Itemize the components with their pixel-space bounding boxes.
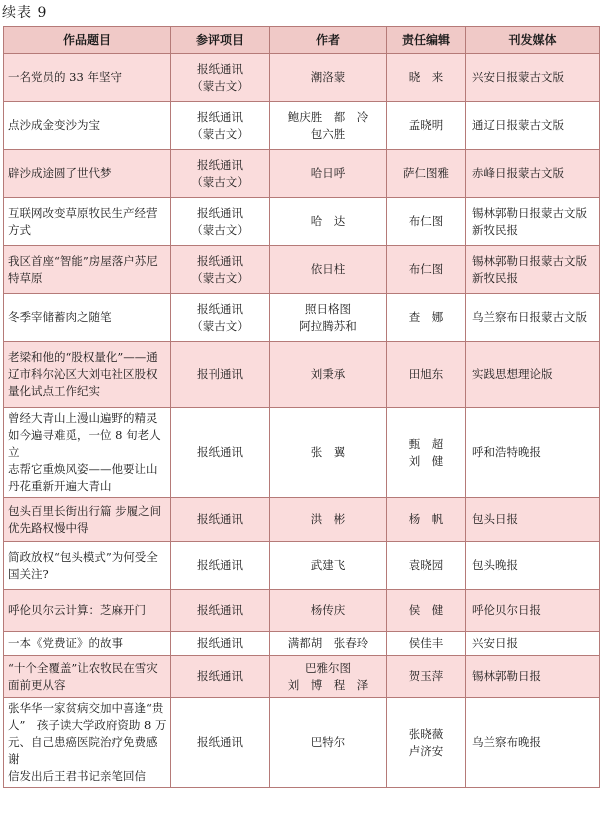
table-row xyxy=(4,246,600,294)
author-cell xyxy=(270,294,387,342)
header-media: 刊发媒体 xyxy=(466,27,600,54)
work-title-cell xyxy=(4,246,171,294)
editor-text: 贺玉萍 xyxy=(408,669,444,683)
author-text: 哈 达 xyxy=(310,214,346,228)
work-title-text: 曾经大青山上漫山遍野的精灵 xyxy=(8,411,158,425)
media-text: 锡林郭勒日报蒙古文版 xyxy=(472,253,587,268)
category-text: 报纸通讯 xyxy=(197,636,243,650)
author-text: 满都胡 张春玲 xyxy=(287,636,369,650)
category-cell xyxy=(171,294,270,342)
work-title-text: 面前更从容 xyxy=(8,677,66,692)
category-text: 报纸通讯 xyxy=(197,512,243,526)
editor-cell xyxy=(387,590,466,632)
work-title-cell xyxy=(4,632,171,656)
work-title-text: 丹花重新开遍大青山 xyxy=(8,479,112,493)
table-row xyxy=(4,294,600,342)
table-row xyxy=(4,656,600,698)
media-text: 新牧民报 xyxy=(472,270,518,285)
media-text: 实践思想理论版 xyxy=(472,367,553,381)
editor-text: 晓 来 xyxy=(408,70,444,84)
work-title-text: 张华华一家贫病交加中喜逢“贵 xyxy=(8,701,164,715)
work-title-text: 志帮它重焕风姿——他要让山 xyxy=(8,462,158,476)
table-row xyxy=(4,342,600,408)
work-title-text: 老梁和他的“股权量化”——通 xyxy=(8,350,158,364)
table-row xyxy=(4,632,600,656)
media-text: 通辽日报蒙古文版 xyxy=(472,118,564,132)
author-cell xyxy=(270,656,387,698)
work-title-cell xyxy=(4,590,171,632)
editor-cell xyxy=(387,698,466,788)
header-row xyxy=(4,27,600,54)
media-text: 包头日报 xyxy=(472,512,518,526)
category-cell xyxy=(171,246,270,294)
category-cell xyxy=(171,590,270,632)
media-cell xyxy=(466,342,600,408)
header-author: 作者 xyxy=(270,27,387,54)
media-cell xyxy=(466,150,600,198)
editor-cell xyxy=(387,294,466,342)
media-cell xyxy=(466,542,600,590)
table-row xyxy=(4,198,600,246)
author-text: 武建飞 xyxy=(310,558,346,572)
category-cell xyxy=(171,542,270,590)
editor-text: 刘 健 xyxy=(408,453,444,468)
header-category: 参评项目 xyxy=(171,27,270,54)
table-row xyxy=(4,542,600,590)
work-title-cell xyxy=(4,656,171,698)
editor-cell xyxy=(387,150,466,198)
media-cell xyxy=(466,698,600,788)
editor-text: 布仁图 xyxy=(408,214,444,228)
category-text: 报纸通讯 xyxy=(197,669,243,683)
work-title-text: 我区首座“智能”房屋落户苏尼 xyxy=(8,253,158,268)
media-cell xyxy=(466,590,600,632)
category-cell xyxy=(171,498,270,542)
category-cell xyxy=(171,54,270,102)
author-cell xyxy=(270,498,387,542)
work-title-text: 辽市科尔沁区大刘屯社区股权 xyxy=(8,367,158,381)
author-text: 刘秉承 xyxy=(310,367,346,381)
editor-text: 张晓薇 xyxy=(408,726,444,741)
editor-text: 袁晓园 xyxy=(408,558,444,572)
work-title-cell xyxy=(4,698,171,788)
editor-text: 田旭东 xyxy=(408,367,444,381)
author-cell xyxy=(270,542,387,590)
author-text: 依日柱 xyxy=(310,262,346,276)
work-title-cell xyxy=(4,198,171,246)
author-cell xyxy=(270,342,387,408)
media-cell xyxy=(466,102,600,150)
category-text: 报纸通讯 xyxy=(197,603,243,617)
author-cell xyxy=(270,54,387,102)
header-editor: 责任编辑 xyxy=(387,27,466,54)
editor-cell xyxy=(387,498,466,542)
media-cell xyxy=(466,54,600,102)
author-text: 哈日呼 xyxy=(310,166,346,180)
work-title-text: 量化试点工作纪实 xyxy=(8,384,100,398)
media-cell xyxy=(466,198,600,246)
author-cell xyxy=(270,698,387,788)
author-text: 刘 博 程 泽 xyxy=(287,677,369,692)
media-cell xyxy=(466,656,600,698)
category-text: （蒙古文） xyxy=(191,126,249,141)
work-title-text: 信发出后王君书记亲笔回信 xyxy=(8,769,146,783)
editor-text: 查 娜 xyxy=(408,310,444,324)
category-text: 报纸通讯 xyxy=(197,61,243,76)
media-text: 兴安日报蒙古文版 xyxy=(472,70,564,84)
work-title-cell xyxy=(4,542,171,590)
author-cell xyxy=(270,632,387,656)
category-text: 报纸通讯 xyxy=(197,735,243,749)
editor-cell xyxy=(387,246,466,294)
work-title-cell xyxy=(4,408,171,498)
category-cell xyxy=(171,656,270,698)
media-text: 锡林郭勒日报 xyxy=(472,669,541,683)
author-cell xyxy=(270,198,387,246)
author-cell xyxy=(270,408,387,498)
work-title-text: 包头百里长街出行篇 步履之间 xyxy=(8,503,162,518)
editor-cell xyxy=(387,342,466,408)
work-title-text: “十个全覆盖”让农牧民在雪灾 xyxy=(8,660,158,675)
category-text: 报纸通讯 xyxy=(197,109,243,124)
work-title-text: 呼伦贝尔云计算：芝麻开门 xyxy=(8,603,146,617)
author-text: 巴雅尔图 xyxy=(305,660,351,675)
editor-text: 杨 帆 xyxy=(408,512,444,526)
header-title: 作品题目 xyxy=(4,27,171,54)
work-title-text: 人” 孩子读大学政府资助 8 万 xyxy=(8,718,167,732)
work-title-cell xyxy=(4,342,171,408)
category-text: （蒙古文） xyxy=(191,270,249,285)
work-title-text: 如今遍寻难觅，一位 8 旬老人立 xyxy=(8,428,161,459)
media-text: 乌兰察布晚报 xyxy=(472,735,541,749)
editor-text: 侯 健 xyxy=(408,603,444,617)
category-text: 报纸通讯 xyxy=(197,205,243,220)
awards-table xyxy=(3,26,600,788)
author-text: 洪 彬 xyxy=(310,512,346,526)
author-text: 阿拉腾苏和 xyxy=(299,318,357,333)
author-cell xyxy=(270,246,387,294)
editor-cell xyxy=(387,102,466,150)
media-cell xyxy=(466,294,600,342)
editor-cell xyxy=(387,632,466,656)
category-cell xyxy=(171,632,270,656)
category-text: 报刊通讯 xyxy=(197,367,243,381)
editor-text: 甄 超 xyxy=(408,436,444,451)
work-title-text: 点沙成金变沙为宝 xyxy=(8,118,100,132)
table-caption: 续表 9 xyxy=(2,5,48,21)
table-row xyxy=(4,590,600,632)
editor-text: 孟晓明 xyxy=(408,118,444,132)
author-cell xyxy=(270,150,387,198)
author-text: 巴特尔 xyxy=(310,735,346,749)
author-text: 杨传庆 xyxy=(310,603,346,617)
table-row xyxy=(4,54,600,102)
work-title-cell xyxy=(4,102,171,150)
media-text: 呼和浩特晚报 xyxy=(472,445,541,459)
media-cell xyxy=(466,408,600,498)
work-title-cell xyxy=(4,150,171,198)
media-text: 乌兰察布日报蒙古文版 xyxy=(472,310,587,324)
media-text: 呼伦贝尔日报 xyxy=(472,603,541,617)
work-title-text: 一名党员的 33 年坚守 xyxy=(8,70,122,84)
editor-text: 布仁图 xyxy=(408,262,444,276)
editor-text: 侯佳丰 xyxy=(408,636,444,650)
table-row xyxy=(4,498,600,542)
category-cell xyxy=(171,698,270,788)
category-text: 报纸通讯 xyxy=(197,445,243,459)
media-text: 包头晚报 xyxy=(472,558,518,572)
media-text: 兴安日报 xyxy=(472,636,518,650)
editor-cell xyxy=(387,656,466,698)
work-title-cell xyxy=(4,54,171,102)
work-title-text: 元、自己患癌医院治疗免费感谢 xyxy=(8,735,158,766)
category-text: （蒙古文） xyxy=(191,78,249,93)
work-title-text: 互联网改变草原牧民生产经营 xyxy=(8,205,158,220)
work-title-cell xyxy=(4,294,171,342)
media-cell xyxy=(466,632,600,656)
editor-cell xyxy=(387,542,466,590)
work-title-text: 简政放权“包头模式”为何受全 xyxy=(8,549,158,564)
editor-text: 萨仁图雅 xyxy=(403,166,449,180)
work-title-text: 国关注? xyxy=(8,566,49,581)
work-title-text: 特草原 xyxy=(8,270,43,285)
category-cell xyxy=(171,342,270,408)
author-text: 照日格图 xyxy=(305,301,351,316)
media-text: 锡林郭勒日报蒙古文版 xyxy=(472,205,587,220)
work-title-text: 辟沙成途圆了世代梦 xyxy=(8,166,112,180)
author-text: 张 翼 xyxy=(310,445,346,459)
author-text: 鲍庆胜 都 冷 xyxy=(287,109,369,124)
author-cell xyxy=(270,102,387,150)
editor-text: 卢济安 xyxy=(408,743,444,758)
work-title-cell xyxy=(4,498,171,542)
table-row xyxy=(4,150,600,198)
editor-cell xyxy=(387,198,466,246)
author-text: 潮洛蒙 xyxy=(310,70,346,84)
category-cell xyxy=(171,102,270,150)
category-text: （蒙古文） xyxy=(191,222,249,237)
media-text: 赤峰日报蒙古文版 xyxy=(472,166,564,180)
work-title-text: 优先路权慢中得 xyxy=(8,520,89,535)
category-cell xyxy=(171,198,270,246)
category-cell xyxy=(171,408,270,498)
table-row xyxy=(4,408,600,498)
media-text: 新牧民报 xyxy=(472,222,518,237)
author-text: 包六胜 xyxy=(310,126,346,141)
work-title-text: 冬季宰储蓄肉之随笔 xyxy=(8,310,112,324)
category-text: 报纸通讯 xyxy=(197,301,243,316)
category-text: 报纸通讯 xyxy=(197,253,243,268)
category-text: 报纸通讯 xyxy=(197,558,243,572)
editor-cell xyxy=(387,54,466,102)
media-cell xyxy=(466,246,600,294)
category-text: （蒙古文） xyxy=(191,318,249,333)
work-title-text: 方式 xyxy=(8,222,31,237)
table-row xyxy=(4,698,600,788)
media-cell xyxy=(466,498,600,542)
category-text: （蒙古文） xyxy=(191,174,249,189)
author-cell xyxy=(270,590,387,632)
editor-cell xyxy=(387,408,466,498)
category-text: 报纸通讯 xyxy=(197,157,243,172)
category-cell xyxy=(171,150,270,198)
work-title-text: 一本《党费证》的故事 xyxy=(8,636,123,650)
table-row xyxy=(4,102,600,150)
